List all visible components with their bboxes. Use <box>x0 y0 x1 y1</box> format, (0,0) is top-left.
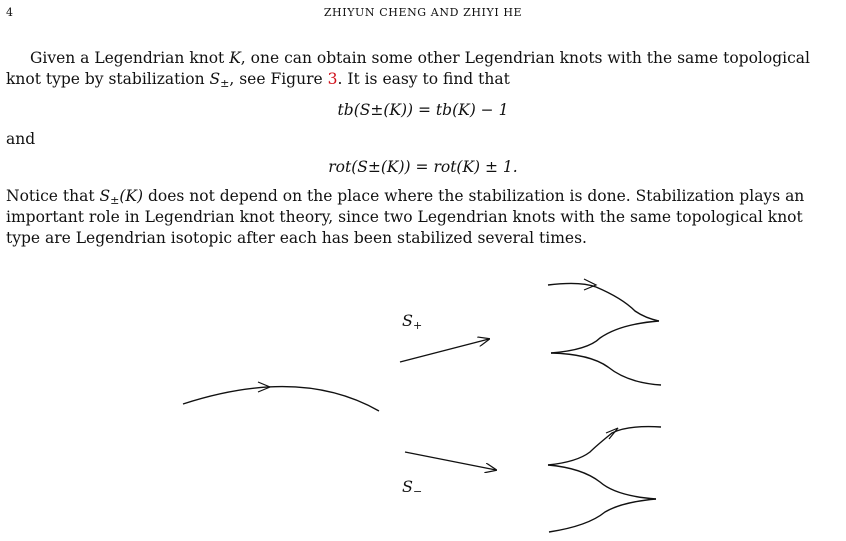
math-S: S <box>99 187 111 205</box>
math-S: S <box>209 70 221 88</box>
running-head: ZHIYUN CHENG AND ZHIYI HE <box>323 6 523 19</box>
label-base: S <box>402 311 413 330</box>
math-subscript-pm: ± <box>220 77 230 90</box>
label-s-plus <box>402 311 422 330</box>
text-run: , one can obtain some other Legendrian knots with the same topological knot type by stabilization <box>6 49 810 88</box>
text-run: Notice that <box>6 187 100 205</box>
s-plus-bottom-strand <box>551 353 661 385</box>
label-base: S <box>402 477 413 496</box>
s-plus-lower-zigzag <box>551 321 659 353</box>
page-number: 4 <box>6 6 14 19</box>
text-run: . It is easy to find that <box>337 70 510 88</box>
label-subscript: − <box>412 485 423 498</box>
original-knot-arc <box>183 387 379 411</box>
label-subscript: + <box>412 319 423 332</box>
text-run: Given a Legendrian knot <box>30 49 230 67</box>
equation-text: rot(S±(K)) = rot(K) ± 1. <box>328 158 518 176</box>
s-minus-top-strand <box>548 427 661 465</box>
and-word: and <box>6 130 36 148</box>
s-plus-upper-strand <box>548 283 659 321</box>
text-run: , see Figure <box>229 70 328 88</box>
math-K-paren: (K) <box>119 187 144 205</box>
s-minus-middle-strand <box>548 465 656 499</box>
equation-text: tb(S±(K)) = tb(K) − 1 <box>337 101 509 119</box>
math-subscript-pm: ± <box>110 194 120 207</box>
math-K: K <box>229 49 241 67</box>
s-minus-arrow <box>405 452 496 470</box>
text-run: does not depend on the place where the stabilization is done. Stabilization plays an important role in Legendrian knot theory, since two Legendrian knots with the same topological knot type are Legendrian isotopic after each has been stabilized several times. <box>6 187 805 247</box>
label-s-minus <box>402 477 422 496</box>
s-plus-arrow <box>400 339 489 362</box>
figure-reference-link[interactable]: 3 <box>327 70 338 88</box>
s-minus-bottom-strand <box>549 499 656 532</box>
